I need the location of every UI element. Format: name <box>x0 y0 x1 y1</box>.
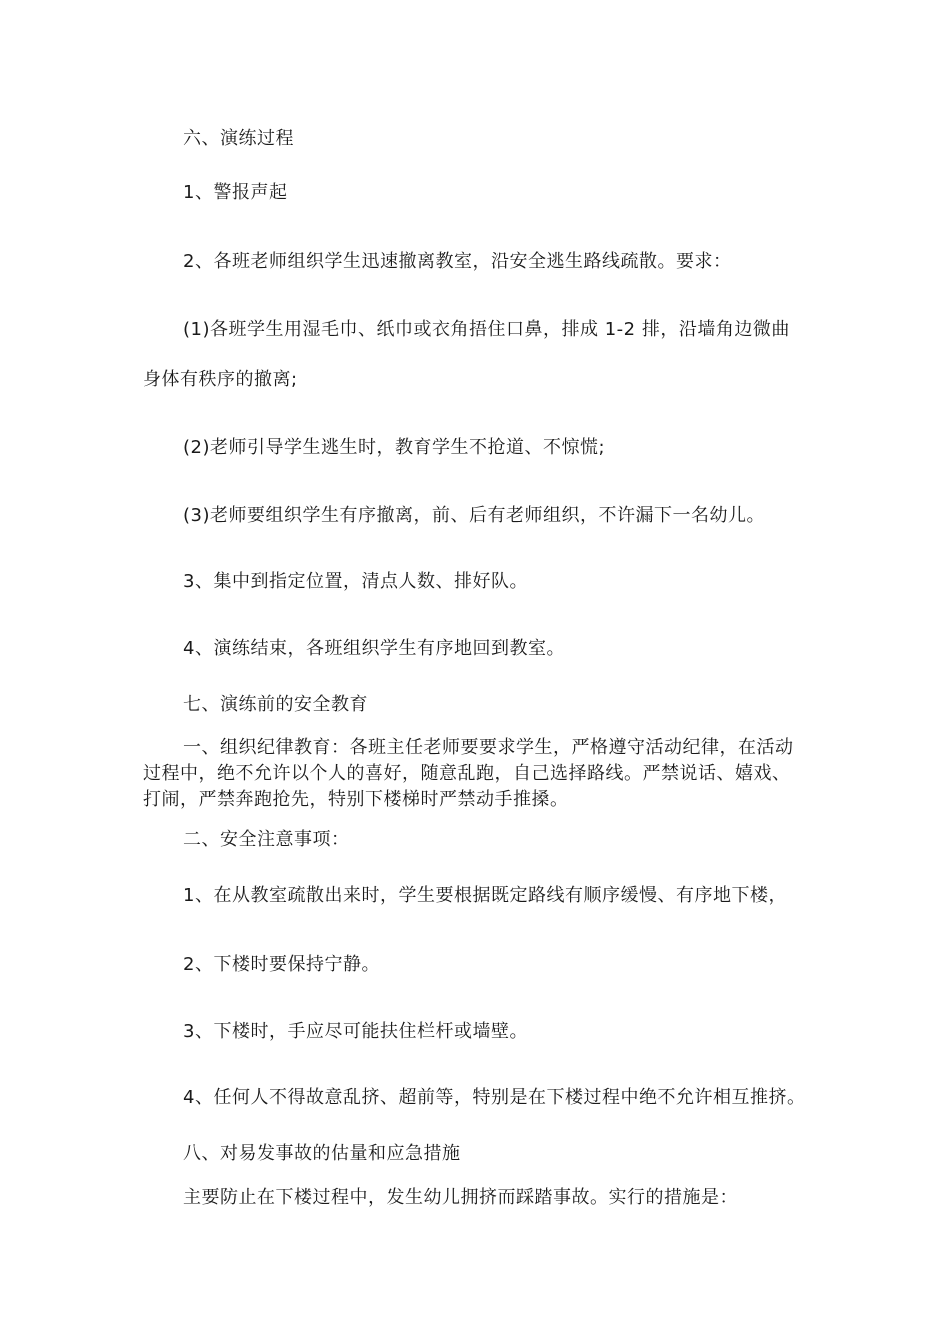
requirement-3: (3)老师要组织学生有序撤离，前、后有老师组织，不许漏下一名幼儿。 <box>183 505 765 526</box>
safety-note-3: 3、下楼时，手应尽可能扶住栏杆或墙壁。 <box>183 1021 528 1042</box>
safety-note-4: 4、任何人不得故意乱挤、超前等，特别是在下楼过程中绝不允许相互推挤。 <box>183 1087 806 1108</box>
drill-step-2: 2、各班老师组织学生迅速撤离教室，沿安全逃生路线疏散。要求： <box>183 251 732 272</box>
section-8-heading: 八、对易发事故的估量和应急措施 <box>183 1143 461 1164</box>
safety-note-2: 2、下楼时要保持宁静。 <box>183 954 380 975</box>
requirement-2: (2)老师引导学生逃生时，教育学生不抢道、不惊慌; <box>183 437 606 458</box>
section-6-heading: 六、演练过程 <box>183 128 294 149</box>
discipline-education-paragraph: 一、组织纪律教育：各班主任老师要要求学生，严格遵守活动纪律，在活动过程中，绝不允许以个人的喜好，随意乱跑，自己选择路线。严禁说话、嬉戏、打闹，严禁奔跑抢先，特别下楼梯时严禁动手推搡。 <box>143 737 794 810</box>
drill-step-3: 3、集中到指定位置，清点人数、排好队。 <box>183 571 528 592</box>
drill-step-1: 1、警报声起 <box>183 182 288 203</box>
drill-step-4: 4、演练结束，各班组织学生有序地回到教室。 <box>183 638 565 659</box>
prevention-statement: 主要防止在下楼过程中，发生幼儿拥挤而踩踏事故。实行的措施是： <box>183 1187 738 1208</box>
requirement-1-line-2: 身体有秩序的撤离; <box>143 369 298 390</box>
requirement-1-line-1: (1)各班学生用湿毛巾、纸巾或衣角捂住口鼻，排成 1-2 排，沿墙角边微曲 <box>183 319 790 340</box>
safety-notes-heading: 二、安全注意事项： <box>183 829 350 850</box>
section-7-heading: 七、演练前的安全教育 <box>183 694 368 715</box>
safety-note-1: 1、在从教室疏散出来时，学生要根据既定路线有顺序缓慢、有序地下楼， <box>183 885 787 906</box>
